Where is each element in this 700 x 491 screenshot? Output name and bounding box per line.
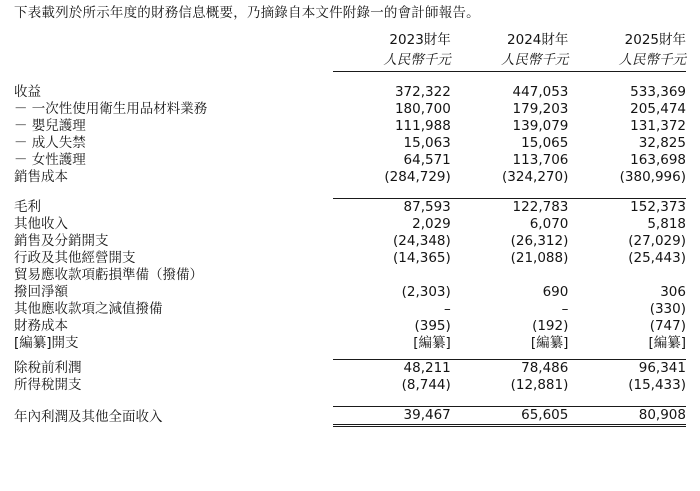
row-value-0: 2,029 [412, 216, 451, 232]
header-unit-blank [14, 48, 333, 72]
row-value-0: (14,365) [393, 250, 451, 266]
table-row [14, 216, 686, 233]
row-value-2: 533,369 [630, 84, 686, 100]
row-value-1: 122,783 [451, 199, 569, 217]
row-value-1: [編纂] [530, 335, 569, 351]
row-value-0: 87,593 [333, 199, 451, 217]
row-value-2: 152,373 [568, 199, 686, 217]
row-value-2: 80,908 [568, 407, 686, 426]
row-value-1: 179,203 [512, 101, 569, 117]
row-label: 貿易應收款項虧損準備（撥備） [14, 267, 203, 283]
row-label: － 一次性使用衛生用品材料業務 [14, 101, 208, 117]
row-label: － 成人失禁 [14, 135, 86, 151]
row-value-2: 32,825 [638, 135, 686, 151]
row-label: 除稅前利潤 [14, 360, 82, 376]
row-value-0: 111,988 [394, 118, 451, 134]
row-label: 財務成本 [14, 318, 68, 334]
table-header [14, 28, 686, 72]
row-value-0 [333, 267, 451, 284]
row-label: 撥回淨額 [14, 284, 68, 300]
row-value-0: 180,700 [394, 101, 451, 117]
header-unit-2: 人民幣千元 [568, 48, 686, 72]
row-value-1: (192) [532, 318, 569, 334]
page-footnote [14, 481, 686, 491]
row-value-2: 96,341 [568, 360, 686, 378]
table-body [14, 72, 686, 426]
row-value-0: 48,211 [333, 360, 451, 378]
table-row [14, 233, 686, 250]
spacer-row [14, 352, 686, 360]
row-value-1: 690 [542, 284, 569, 300]
spacer-row [14, 72, 686, 85]
row-value-0: (8,744) [401, 377, 451, 393]
row-value-0: 15,063 [403, 135, 451, 151]
row-label: 年內利潤及其他全面收入 [14, 408, 163, 425]
table-row [14, 199, 686, 217]
row-value-1: 78,486 [451, 360, 569, 378]
row-label: 銷售及分銷開支 [14, 233, 109, 249]
row-value-1: 113,706 [512, 152, 569, 168]
row-value-0: 372,322 [394, 84, 451, 100]
row-value-1: 6,070 [529, 216, 569, 232]
table-row [14, 267, 686, 284]
header-row-unit [14, 48, 686, 72]
row-value-2 [568, 267, 686, 284]
row-label: 所得稅開支 [14, 377, 82, 393]
row-value-0: – [444, 301, 451, 317]
row-label: 收益 [14, 84, 41, 100]
row-value-0: (24,348) [393, 233, 451, 249]
row-value-2: 131,372 [630, 118, 686, 134]
table-row [14, 318, 686, 335]
row-value-2: 205,474 [630, 101, 686, 117]
table-row [14, 335, 686, 352]
table-row [14, 360, 686, 378]
row-value-2: (27,029) [628, 233, 686, 249]
row-value-1: 447,053 [512, 84, 569, 100]
table-row [14, 284, 686, 301]
row-value-1: (324,270) [502, 169, 569, 185]
row-value-2: (747) [649, 318, 686, 334]
table-row [14, 407, 686, 426]
row-value-0: [編纂] [413, 335, 451, 351]
table-row [14, 301, 686, 318]
header-unit-1: 人民幣千元 [451, 48, 569, 72]
table-row [14, 101, 686, 118]
row-value-1 [451, 267, 569, 284]
table-row [14, 250, 686, 267]
header-unit-0: 人民幣千元 [333, 48, 451, 72]
table-row [14, 169, 686, 186]
row-value-2: 306 [660, 284, 686, 300]
header-year-0: 2023財年 [389, 32, 451, 48]
row-value-0: 39,467 [333, 407, 451, 426]
table-row [14, 135, 686, 152]
table-row [14, 152, 686, 169]
table-row [14, 118, 686, 135]
financial-summary-table [14, 28, 686, 427]
row-label: 行政及其他經營開支 [14, 250, 136, 266]
header-row-year [14, 28, 686, 48]
row-label: 銷售成本 [14, 169, 68, 185]
row-value-1: (21,088) [510, 250, 569, 266]
row-label: 其他應收款項之減值撥備 [14, 301, 163, 317]
header-blank [14, 28, 333, 48]
table-row [14, 377, 686, 394]
intro-paragraph: 下表載列於所示年度的財務信息概要，乃摘錄自本文件附錄一的會計師報告。 [14, 5, 480, 21]
table-row [14, 84, 686, 101]
row-value-1: 15,065 [521, 135, 569, 151]
row-value-2: 163,698 [630, 152, 686, 168]
header-year-2: 2025財年 [624, 32, 686, 48]
spacer-row [14, 186, 686, 199]
row-value-0: (395) [414, 318, 451, 334]
row-label: － 嬰兒護理 [14, 118, 86, 134]
row-value-1: – [561, 301, 569, 317]
spacer-row [14, 394, 686, 407]
row-value-0: (284,729) [384, 169, 451, 185]
row-value-1: (12,881) [510, 377, 569, 393]
header-year-1: 2024財年 [507, 32, 569, 48]
row-label: － 女性護理 [14, 152, 86, 168]
row-value-2: (330) [649, 301, 686, 317]
row-value-2: (25,443) [628, 250, 686, 266]
row-value-1: 65,605 [451, 407, 569, 426]
row-label: [編纂]開支 [14, 335, 79, 351]
row-value-0: 64,571 [403, 152, 451, 168]
row-value-1: 139,079 [512, 118, 569, 134]
row-value-2: [編纂] [648, 335, 686, 351]
row-value-2: (15,433) [628, 377, 686, 393]
row-value-2: 5,818 [647, 216, 686, 232]
row-value-1: (26,312) [510, 233, 569, 249]
row-label: 毛利 [14, 199, 41, 215]
row-value-0: (2,303) [401, 284, 451, 300]
row-label: 其他收入 [14, 216, 68, 232]
row-value-2: (380,996) [619, 169, 686, 185]
